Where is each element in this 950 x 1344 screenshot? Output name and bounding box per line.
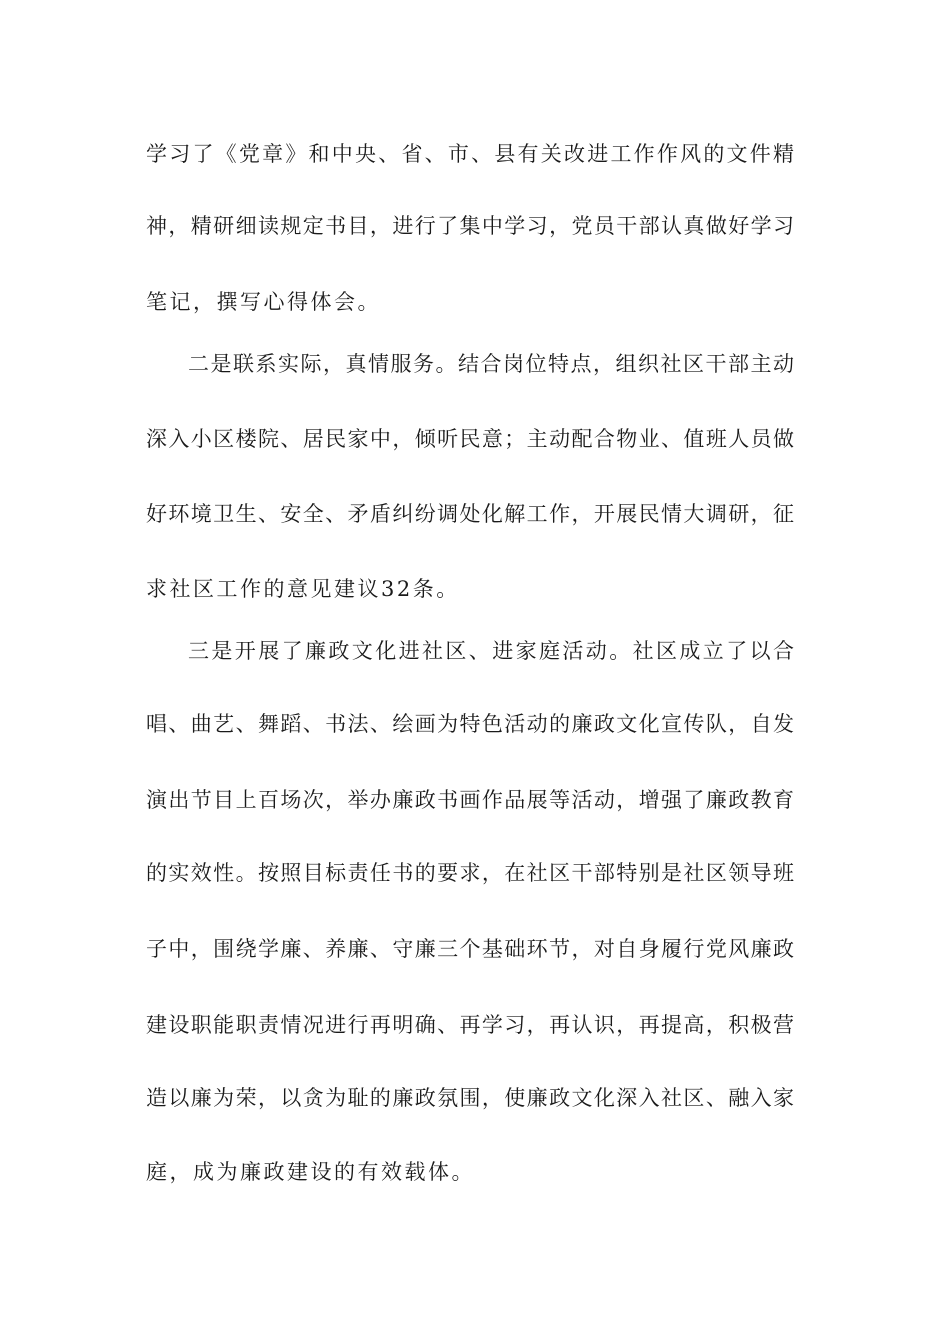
text-line: 庭，成为廉政建设的有效载体。 <box>146 1160 475 1184</box>
text-line: 建设职能职责情况进行再明确、再学习，再认识，再提高，积极营 <box>146 1013 794 1037</box>
text-line: 求社区工作的意见建议32条。 <box>146 577 460 601</box>
text-line: 好环境卫生、安全、矛盾纠纷调处化解工作，开展民情大调研，征 <box>146 502 794 526</box>
text-line: 演出节目上百场次，举办廉政书画作品展等活动，增强了廉政教育 <box>146 788 794 812</box>
text-line: 深入小区楼院、居民家中，倾听民意；主动配合物业、值班人员做 <box>146 427 794 451</box>
text-line: 唱、曲艺、舞蹈、书法、绘画为特色活动的廉政文化宣传队，自发 <box>146 712 794 736</box>
text-line: 笔记，撰写心得体会。 <box>146 290 381 314</box>
text-line: 子中，围绕学廉、养廉、守廉三个基础环节，对自身履行党风廉政 <box>146 937 794 961</box>
text-line: 造以廉为荣，以贪为耻的廉政氛围，使廉政文化深入社区、融入家 <box>146 1086 794 1110</box>
text-line: 三是开展了廉政文化进社区、进家庭活动。社区成立了以合 <box>188 639 794 663</box>
text-line: 神，精研细读规定书目，进行了集中学习，党员干部认真做好学习 <box>146 214 794 238</box>
text-line: 学习了《党章》和中央、省、市、县有关改进工作作风的文件精 <box>146 142 794 166</box>
text-line: 二是联系实际，真情服务。结合岗位特点，组织社区干部主动 <box>188 352 794 376</box>
text-line: 的实效性。按照目标责任书的要求，在社区干部特别是社区领导班 <box>146 861 794 885</box>
